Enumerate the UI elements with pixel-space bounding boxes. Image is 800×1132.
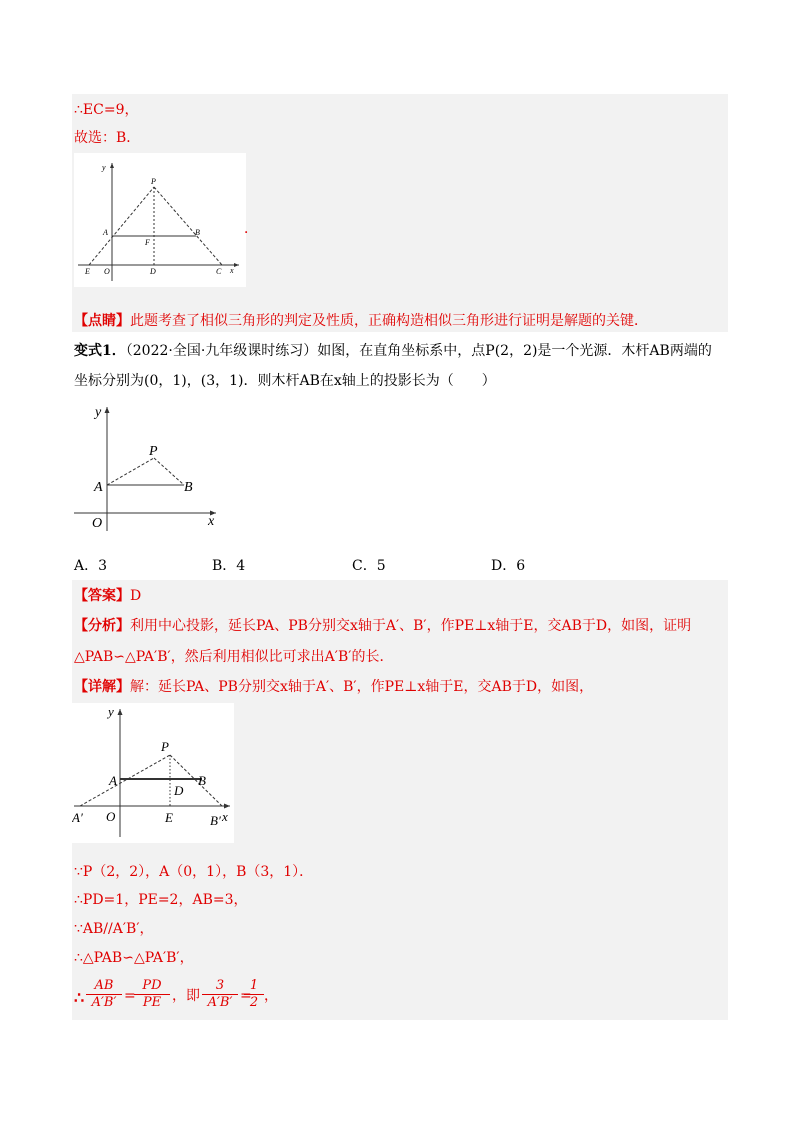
option-c[interactable]: C．5 <box>352 558 386 574</box>
detail-line-1 <box>74 677 593 697</box>
frac2-den: PE <box>142 995 162 1010</box>
fraction-1-over-2 <box>244 978 264 1011</box>
step-4: ∴△PAB∽△PA′B′， <box>74 950 194 966</box>
fig1-label-x: x <box>230 266 234 275</box>
fig3-label-a-prime: A′ <box>72 810 83 825</box>
fig3-label-b-prime: B′ <box>210 813 221 828</box>
frac3-den: A′B′ <box>207 995 233 1010</box>
option-b[interactable]: B．4 <box>212 558 246 574</box>
problem-line-1 <box>74 341 712 361</box>
fig3-label-x: x <box>222 809 228 824</box>
analysis-text-1: 利用中心投影，延长PA、PB分别交x轴于A′、B′，作PE⊥x轴于E，交AB于D，如图，证明 <box>130 618 692 634</box>
fig2-label-p: P <box>149 444 158 459</box>
option-a[interactable]: A．3 <box>74 558 108 574</box>
fig3-label-d: D <box>174 783 184 798</box>
step-3: ∵AB//A′B′， <box>74 921 154 937</box>
fig2-label-b: B <box>184 480 193 495</box>
fig3-label-b: B <box>198 773 206 788</box>
fig1-label-e: E <box>85 267 90 276</box>
fig2-label-o: O <box>92 516 103 531</box>
step-5-prefix: ∴ <box>74 988 85 1007</box>
fig2-label-a: A <box>94 480 103 495</box>
analysis-tag: 【分析】 <box>74 618 130 634</box>
figure-2-svg <box>72 403 228 533</box>
fig3-label-e: E <box>165 810 173 825</box>
fig1-label-f: F <box>145 238 150 247</box>
answer-tag: 【答案】 <box>74 588 130 604</box>
frac2-num: PD <box>134 978 170 995</box>
mid-text: ，即 <box>172 988 200 1004</box>
equals-1: = <box>124 988 136 1004</box>
step-2: ∴PD=1，PE=2，AB=3， <box>74 892 248 908</box>
frac1-num: AB <box>86 978 122 995</box>
fig1-label-y: y <box>102 163 106 172</box>
comment-text: 此题考查了相似三角形的判定及性质，正确构造相似三角形进行证明是解题的关键． <box>130 313 648 329</box>
fraction-ab-over-a1b1 <box>86 978 122 1011</box>
problem-line-2: 坐标分别为(0，1)，(3，1)．则木杆AB在x轴上的投影长为（ ） <box>74 373 496 389</box>
fig1-label-c: C <box>216 267 222 276</box>
fig2-label-y: y <box>95 405 102 420</box>
problem-text-1: （2022·全国·九年级课时练习）如图，在直角坐标系中，点P(2，2)是一个光源．木杆AB两端的 <box>125 343 712 359</box>
comment-tag: 【点睛】 <box>74 313 130 329</box>
detail-tag: 【详解】 <box>74 679 130 695</box>
figure-3-svg <box>72 703 234 843</box>
figure-1 <box>74 153 246 287</box>
figure-1-svg <box>74 153 246 287</box>
line-choose-b: 故选：B． <box>74 130 141 146</box>
comment-line <box>74 311 648 331</box>
step-1: ∵P（2，2），A（0，1），B（3，1）． <box>74 864 314 880</box>
fig3-label-p: P <box>161 739 169 754</box>
fig1-label-p: P <box>151 177 156 186</box>
frac1-den: A′B′ <box>91 995 117 1010</box>
frac4-den: 2 <box>249 995 259 1010</box>
fig1-label-b: B <box>195 228 200 237</box>
frac4-num: 1 <box>244 978 264 995</box>
answer-line <box>74 586 141 606</box>
fig3-label-y: y <box>108 704 114 719</box>
fraction-3-over-a1b1 <box>202 978 238 1011</box>
frac3-num: 3 <box>202 978 238 995</box>
fig2-label-x: x <box>208 514 215 529</box>
figure-3 <box>72 703 234 843</box>
figure-2 <box>72 403 228 533</box>
fraction-pd-over-pe <box>134 978 170 1011</box>
figure-1-trailing-dot: ． <box>244 221 258 237</box>
line-ec: ∴EC=9， <box>74 102 139 118</box>
fig1-label-a: A <box>103 228 108 237</box>
equals-2: = <box>240 988 252 1004</box>
fig1-label-d: D <box>150 267 156 276</box>
fig3-label-o: O <box>106 809 116 824</box>
fig3-label-a: A <box>109 773 117 788</box>
option-d[interactable]: D．6 <box>491 558 526 574</box>
fig1-label-o: O <box>104 267 110 276</box>
answer-value: D <box>130 588 142 604</box>
analysis-line-2: △PAB∽△PA′B′，然后利用相似比可求出A′B′的长． <box>74 649 394 665</box>
analysis-line-1 <box>74 616 691 636</box>
problem-label: 变式1． <box>74 343 126 359</box>
step-5-tail: ， <box>264 988 278 1004</box>
detail-text-1: 解：延长PA、PB分别交x轴于A′、B′，作PE⊥x轴于E，交AB于D，如图， <box>130 679 594 695</box>
